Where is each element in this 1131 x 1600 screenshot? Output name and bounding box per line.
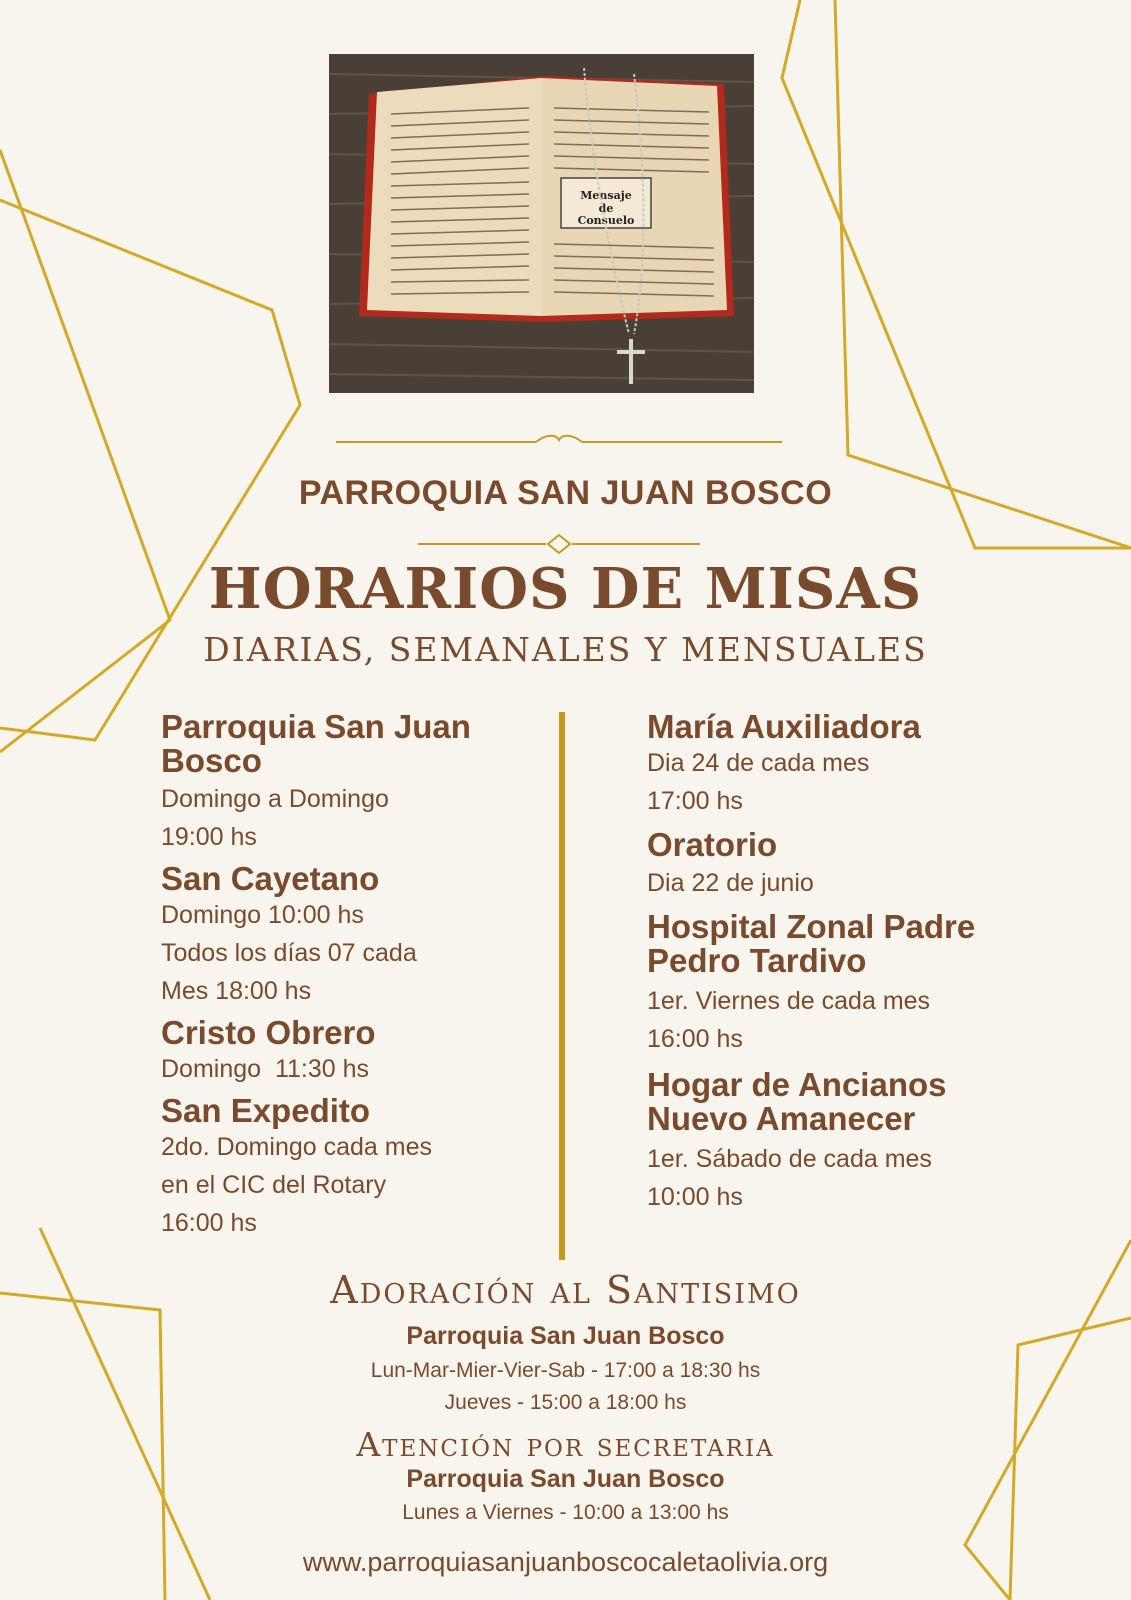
schedule-left-column: [161, 710, 531, 1242]
secretary-place: Parroquia San Juan Bosco: [406, 1465, 725, 1493]
schedule-entry: [647, 710, 1027, 820]
entry-name: Hospital Zonal Padre Pedro Tardivo: [647, 908, 976, 979]
adoration-place: Parroquia San Juan Bosco: [406, 1322, 725, 1350]
parish-name-header: PARROQUIA SAN JUAN BOSCO: [298, 474, 833, 512]
schedule-entry: [647, 828, 1027, 902]
secretary-schedule-line: Lunes a Viernes - 10:00 a 13:00 hs: [402, 1501, 729, 1524]
website-link[interactable]: www.parroquiasanjuanboscocaletaolivia.org: [302, 1547, 829, 1577]
adoration-schedule-line: Jueves - 15:00 a 18:00 hs: [444, 1391, 687, 1414]
bible-photo: [329, 54, 754, 393]
entry-name: Cristo Obrero: [161, 1014, 376, 1051]
page-title: HORARIOS DE MISAS: [208, 556, 923, 622]
entry-name: San Expedito: [161, 1092, 371, 1129]
entry-line: Dia 22 de junio: [647, 869, 814, 897]
page-subtitle: DIARIAS, SEMANALES Y MENSUALES: [203, 630, 928, 669]
schedule-entry: [647, 910, 1027, 1058]
secretary-heading: Atención por secretaria: [356, 1425, 775, 1464]
entry-line: 17:00 hs: [647, 787, 743, 815]
entry-line: 1er. Viernes de cada mes: [647, 987, 931, 1015]
schedule-entry: [161, 710, 531, 856]
entry-line: 2do. Domingo cada mes: [161, 1133, 432, 1161]
column-divider: [559, 712, 565, 1260]
adoration-schedule-line: Lun-Mar-Mier-Vier-Sab - 17:00 a 18:30 hs: [370, 1359, 761, 1382]
entry-line: Todos los días 07 cada: [161, 939, 417, 967]
entry-line: Domingo 11:30 hs: [161, 1055, 369, 1083]
entry-line: 19:00 hs: [161, 823, 257, 851]
entry-name: Parroquia San Juan Bosco: [161, 708, 471, 779]
entry-line: Domingo 10:00 hs: [161, 901, 364, 929]
entry-line: 16:00 hs: [161, 1209, 257, 1237]
svg-text:Mensaje: Mensaje: [580, 189, 632, 202]
entry-name: Hogar de Ancianos Nuevo Amanecer: [647, 1066, 947, 1137]
schedule-entry: [161, 1016, 531, 1088]
ornament-rule-diamond: [418, 533, 700, 555]
entry-name: Oratorio: [647, 826, 778, 863]
entry-line: 16:00 hs: [647, 1025, 743, 1053]
entry-line: Mes 18:00 hs: [161, 977, 312, 1005]
entry-line: 1er. Sábado de cada mes: [647, 1145, 932, 1173]
entry-name: San Cayetano: [161, 860, 380, 897]
schedule-right-column: [647, 710, 1027, 1216]
schedule-entry: [161, 862, 531, 1010]
entry-line: Domingo a Domingo: [161, 785, 389, 813]
schedule-entry: [647, 1068, 1027, 1216]
svg-text:Consuelo: Consuelo: [577, 214, 635, 227]
adoration-heading: Adoración al Santisimo: [330, 1268, 801, 1312]
entry-line: 10:00 hs: [647, 1183, 743, 1211]
entry-line: en el CIC del Rotary: [161, 1171, 387, 1199]
entry-name: María Auxiliadora: [647, 708, 921, 745]
svg-text:de: de: [598, 202, 614, 215]
schedule-entry: [161, 1094, 531, 1242]
entry-line: Dia 24 de cada mes: [647, 749, 870, 777]
ornament-rule-top: [336, 430, 782, 450]
